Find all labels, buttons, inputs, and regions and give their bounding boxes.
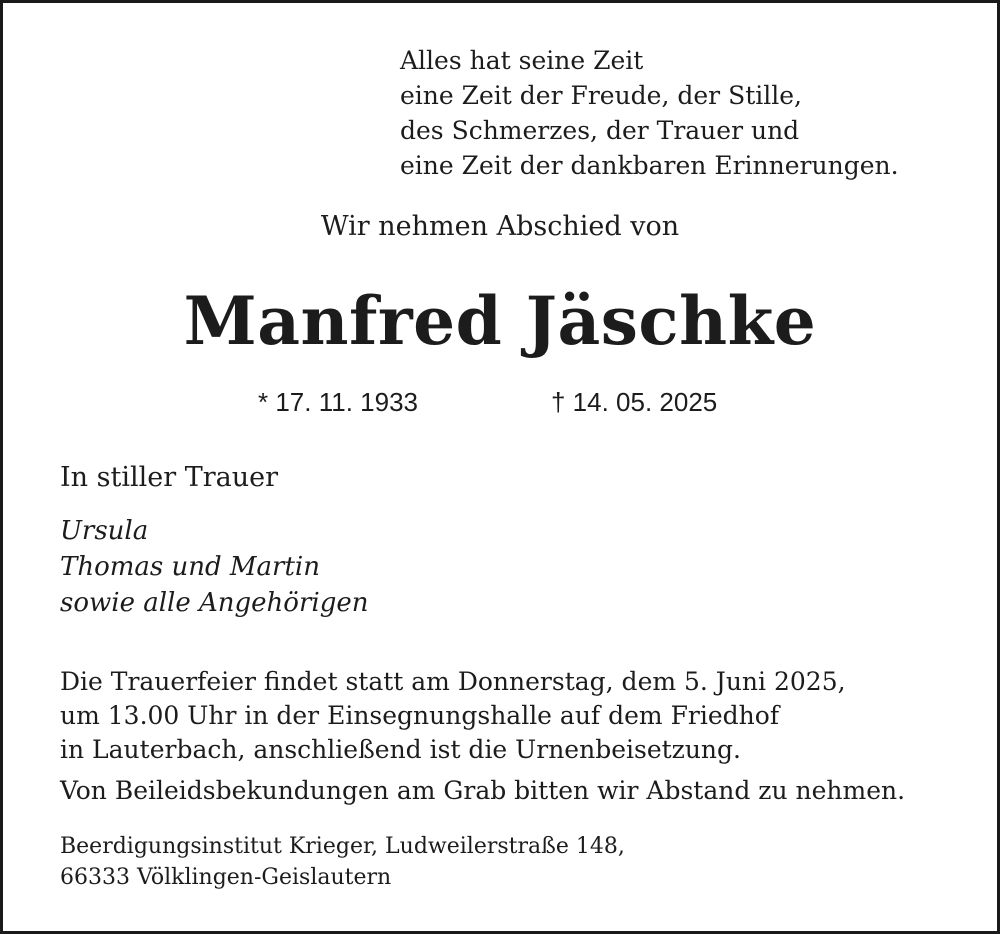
- deceased-name: Manfred Jäschke: [183, 282, 817, 360]
- family-member: Thomas und Martin: [60, 552, 320, 582]
- intro-text: Wir nehmen Abschied von: [320, 211, 680, 242]
- family-member: sowie alle Angehörigen: [60, 588, 369, 618]
- ceremony-line: um 13.00 Uhr in der Einsegnungshalle auf dem Friedhof: [60, 701, 780, 730]
- poem-line: Alles hat seine Zeit: [400, 46, 644, 75]
- undertaker-line: 66333 Völklingen-Geislautern: [60, 865, 392, 890]
- poem-line: eine Zeit der Freude, der Stille,: [400, 81, 802, 110]
- ceremony-line: Die Trauerfeier findet statt am Donnerstag, dem 5. Juni 2025,: [60, 667, 846, 696]
- mourning-text: In stiller Trauer: [60, 462, 279, 493]
- ceremony-info: [60, 665, 846, 767]
- undertaker-line: Beerdigungsinstitut Krieger, Ludweilerstraße 148,: [60, 834, 625, 859]
- undertaker-address: [60, 831, 625, 893]
- family-list: [60, 513, 368, 621]
- death-date: † 14. 05. 2025: [551, 387, 718, 417]
- family-member: Ursula: [60, 516, 149, 546]
- poem: [400, 43, 899, 183]
- condolence-note: Von Beileidsbekundungen am Grab bitten wir Abstand zu nehmen.: [60, 776, 906, 805]
- poem-line: eine Zeit der dankbaren Erinnerungen.: [400, 151, 899, 180]
- ceremony-line: in Lauterbach, anschließend ist die Urnenbeisetzung.: [60, 735, 741, 764]
- birth-date: * 17. 11. 1933: [258, 387, 418, 417]
- poem-line: des Schmerzes, der Trauer und: [400, 116, 800, 145]
